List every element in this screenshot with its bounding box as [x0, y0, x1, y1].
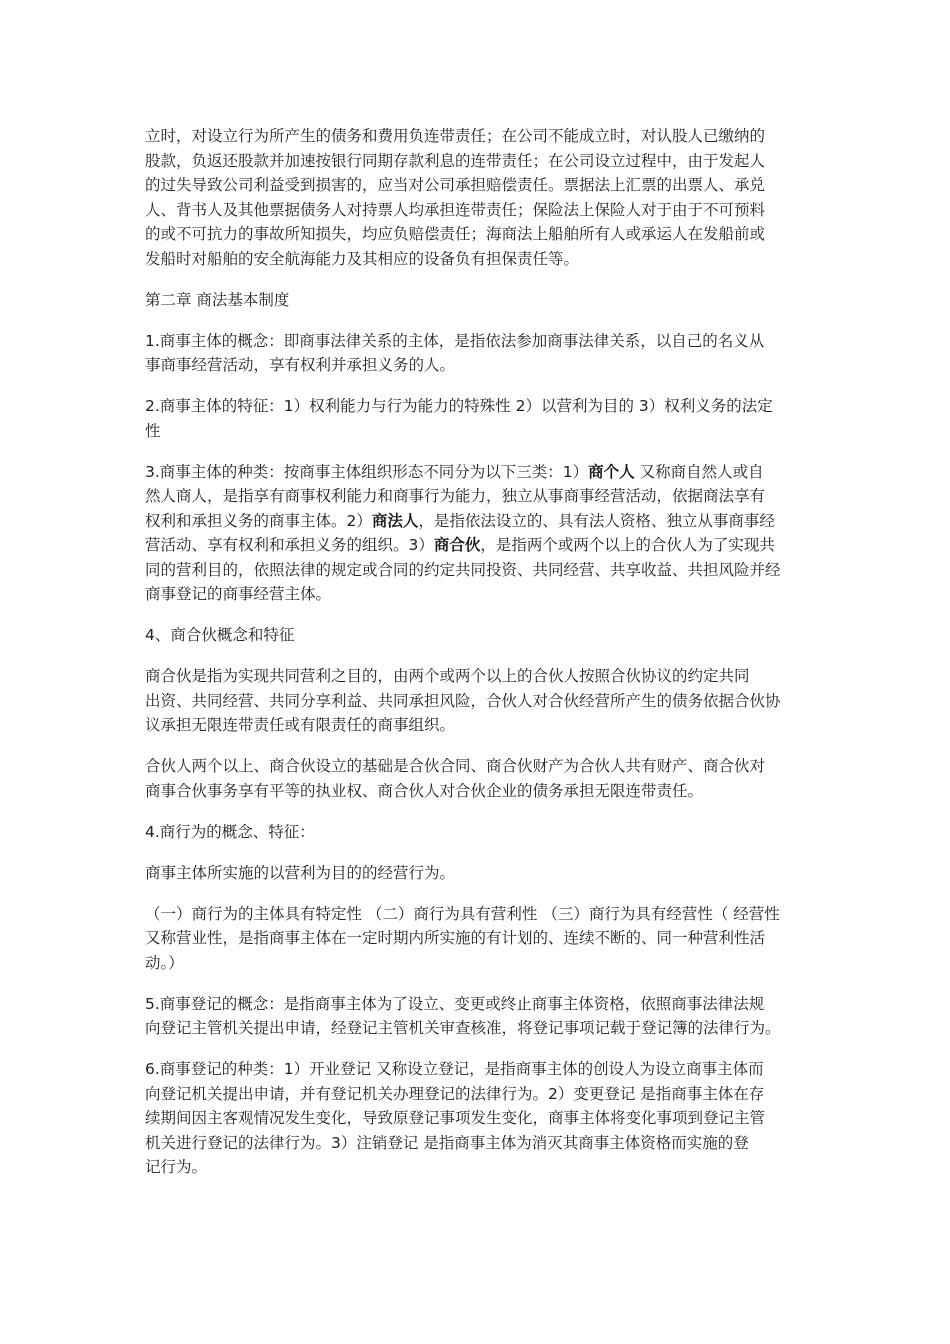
text-run: 又称商自然人或自 然人商人，是指享有商事权利能力和商事行为能力，独立从事商事经营活动，依据商法享有 权利和承担义务的商事主体。2） [145, 462, 766, 530]
paragraph-liability-continued: 立时，对设立行为所产生的债务和费用负连带责任；在公司不能成立时，对认股人已缴纳的 股款，负返还股款并加速按银行同期存款利息的连带责任；在公司设立过程中，由于发起人 的过失导致公司利益受到损害的，应当对公司承担赔偿责任。票据法上汇票的出票人、承兑 人、背书人及其他票据债务人对持票人均承担连带责任；保险法上保险人对于由于不可预料 的或不可抗力的事故所知损失，均应负赔偿责任；海商法上船舶所有人或承运人在发船前或 发船时对船舶的安全航海能力及其相应的设备负有担保责任等。 [145, 127, 766, 268]
term-commercial-partnership: 商合伙 [433, 536, 481, 554]
chapter-heading: 第二章 商法基本制度 [145, 290, 290, 309]
paragraph-registration-concept: 5.商事登记的概念：是指商事主体为了设立、变更或终止商事主体资格，依照商事法律法规 向登记主管机关提出申请，经登记主管机关审查核准，将登记事项记载于登记簿的法律行为。 [145, 994, 781, 1037]
paragraph-partnership-features: 合伙人两个以上、商合伙设立的基础是合伙合同、商合伙财产为合伙人共有财产、商合伙对 商事合伙事务享有平等的执业权、商合伙人对合伙企业的债务承担无限连带责任。 [145, 757, 766, 800]
section-heading-commercial-act: 4.商行为的概念、特征： [145, 822, 315, 841]
text-run: 3.商事主体的种类：按商事主体组织形态不同分为以下三类：1） [145, 462, 589, 481]
paragraph-subject-features: 2.商事主体的特征：1）权利能力与行为能力的特殊性 2）以营利为目的 3）权利义务的法定 性 [145, 397, 773, 440]
section-heading-partnership: 4、商合伙概念和特征 [145, 626, 295, 644]
paragraph-subject-types [145, 460, 817, 607]
term-individual-merchant: 商个人 [588, 462, 635, 481]
paragraph-partnership-concept: 商合伙是指为实现共同营利之目的，由两个或两个以上的合伙人按照合伙协议的约定共同 出资、共同经营、共同分享利益、共同承担风险，合伙人对合伙经营所产生的债务依据合伙协 议承担无限连带责任或有限责任的商事组织。 [145, 667, 781, 734]
text-run: ，是指两个或两个以上的合伙人为了实现共 同的营利目的，依照法律的规定或合同的约定共同投资、共同经营、共享收益、共担风险并经 商事登记的商事经营主体。 [145, 536, 781, 603]
paragraph-subject-concept: 1.商事主体的概念：即商事法律关系的主体，是指依法参加商事法律关系，以自己的名义从 事商事经营活动，享有权利并承担义务的人。 [145, 331, 765, 374]
paragraph-registration-types: 6.商事登记的种类：1）开业登记 又称设立登记，是指商事主体的创设人为设立商事主体而 向登记机关提出申请，并有登记机关办理登记的法律行为。2）变更登记 是指商事主体在存 续期间因主客观情况发生变化，导致原登记事项发生变化，商事主体将变化事项到登记主管 机关进行登记的法律行为。3）注销登记 是指商事主体为消灭其商事主体资格而实施的登 记行为。 [145, 1060, 766, 1176]
term-commercial-legal-person: 商法人 [371, 511, 419, 530]
text-run: ，是指依法设立的、具有法人资格、独立从事商事经 营活动、享有权利和承担义务的组织。3） [145, 511, 775, 554]
paragraph-commercial-act-features: （一）商行为的主体具有特定性 （二）商行为具有营利性 （三）商行为具有经营性（ 经营性 又称营业性，是指商事主体在一定时期内所实施的有计划的、连续不断的、同一种营利性活 动。） [145, 904, 780, 972]
document-page [145, 124, 817, 1196]
paragraph-commercial-act-definition: 商事主体所实施的以营利为目的的经营行为。 [145, 863, 456, 882]
